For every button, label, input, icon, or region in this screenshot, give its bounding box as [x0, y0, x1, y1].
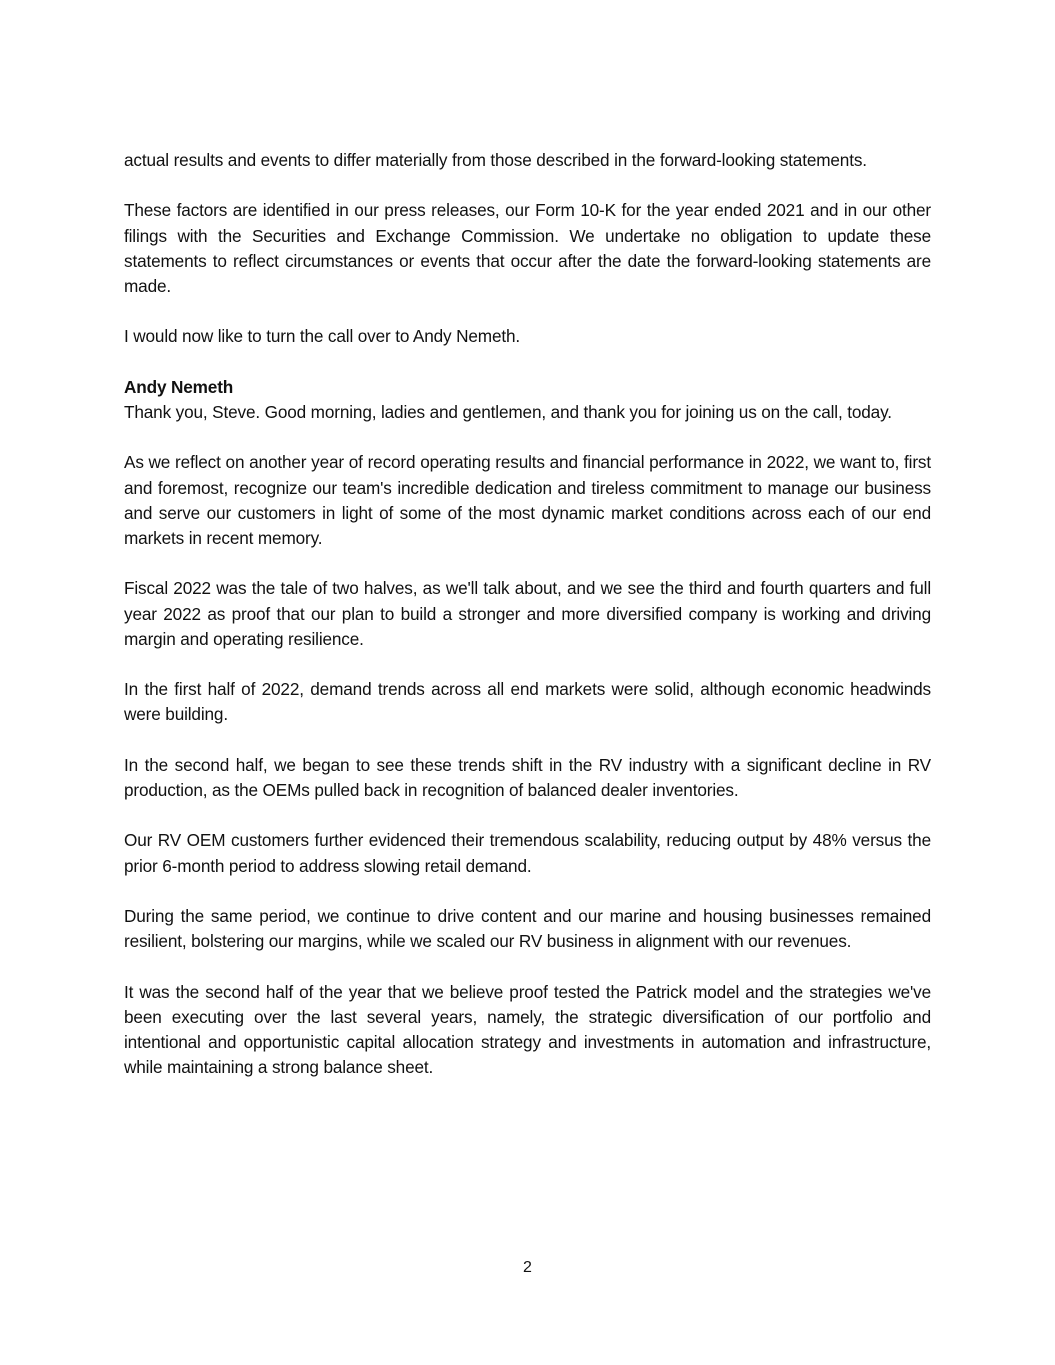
- speaker-paragraph: Fiscal 2022 was the tale of two halves, as we'll talk about, and we see the third and fourth quarters and full year 2022 as proof that our plan to build a stronger and more diversified company is working and driving margin and operating resilience.: [124, 578, 931, 649]
- speaker-name: Andy Nemeth: [124, 376, 234, 397]
- paragraph-handoff: I would now like to turn the call over to Andy Nemeth.: [124, 326, 521, 347]
- speaker-paragraph: During the same period, we continue to drive content and our marine and housing businesses remained resilient, bolstering our margins, while we scaled our RV business in alignment with our revenues.: [124, 905, 931, 952]
- document-body: [124, 148, 931, 1106]
- paragraph-risk-factors: These factors are identified in our press releases, our Form 10-K for the year ended 2021 and in our other filings with the Securities and Exchange Commission. We undertake no obligation to update these statements to reflect circumstances or events that occur after the date the forward-looking statements are made.: [124, 200, 931, 296]
- paragraph-forward-looking-continued: actual results and events to differ materially from those described in the forward-looking statements.: [124, 150, 867, 170]
- speaker-paragraph: As we reflect on another year of record operating results and financial performance in 2022, we want to, first and foremost, recognize our team's incredible dedication and tireless commitment to manage our business and serve our customers in light of some of the most dynamic market conditions across each of our end markets in recent memory.: [124, 452, 931, 548]
- speaker-paragraph: In the first half of 2022, demand trends across all end markets were solid, although economic headwinds were building.: [124, 679, 931, 725]
- page-number: 2: [523, 1259, 532, 1276]
- speaker-paragraph: In the second half, we began to see these trends shift in the RV industry with a significant decline in RV production, as the OEMs pulled back in recognition of balanced dealer inventories.: [124, 754, 931, 800]
- speaker-paragraph: Our RV OEM customers further evidenced their tremendous scalability, reducing output by 48% versus the prior 6-month period to address slowing retail demand.: [124, 830, 931, 876]
- speaker-paragraph: It was the second half of the year that we believe proof tested the Patrick model and the strategies we've been executing over the last several years, namely, the strategic diversification of our portfolio and intentional and opportunistic capital allocation strategy and investments in automation and infrastructure, while maintaining a strong balance sheet.: [124, 981, 931, 1078]
- speaker-paragraph: Thank you, Steve. Good morning, ladies and gentlemen, and thank you for joining us on the call, today.: [124, 401, 892, 422]
